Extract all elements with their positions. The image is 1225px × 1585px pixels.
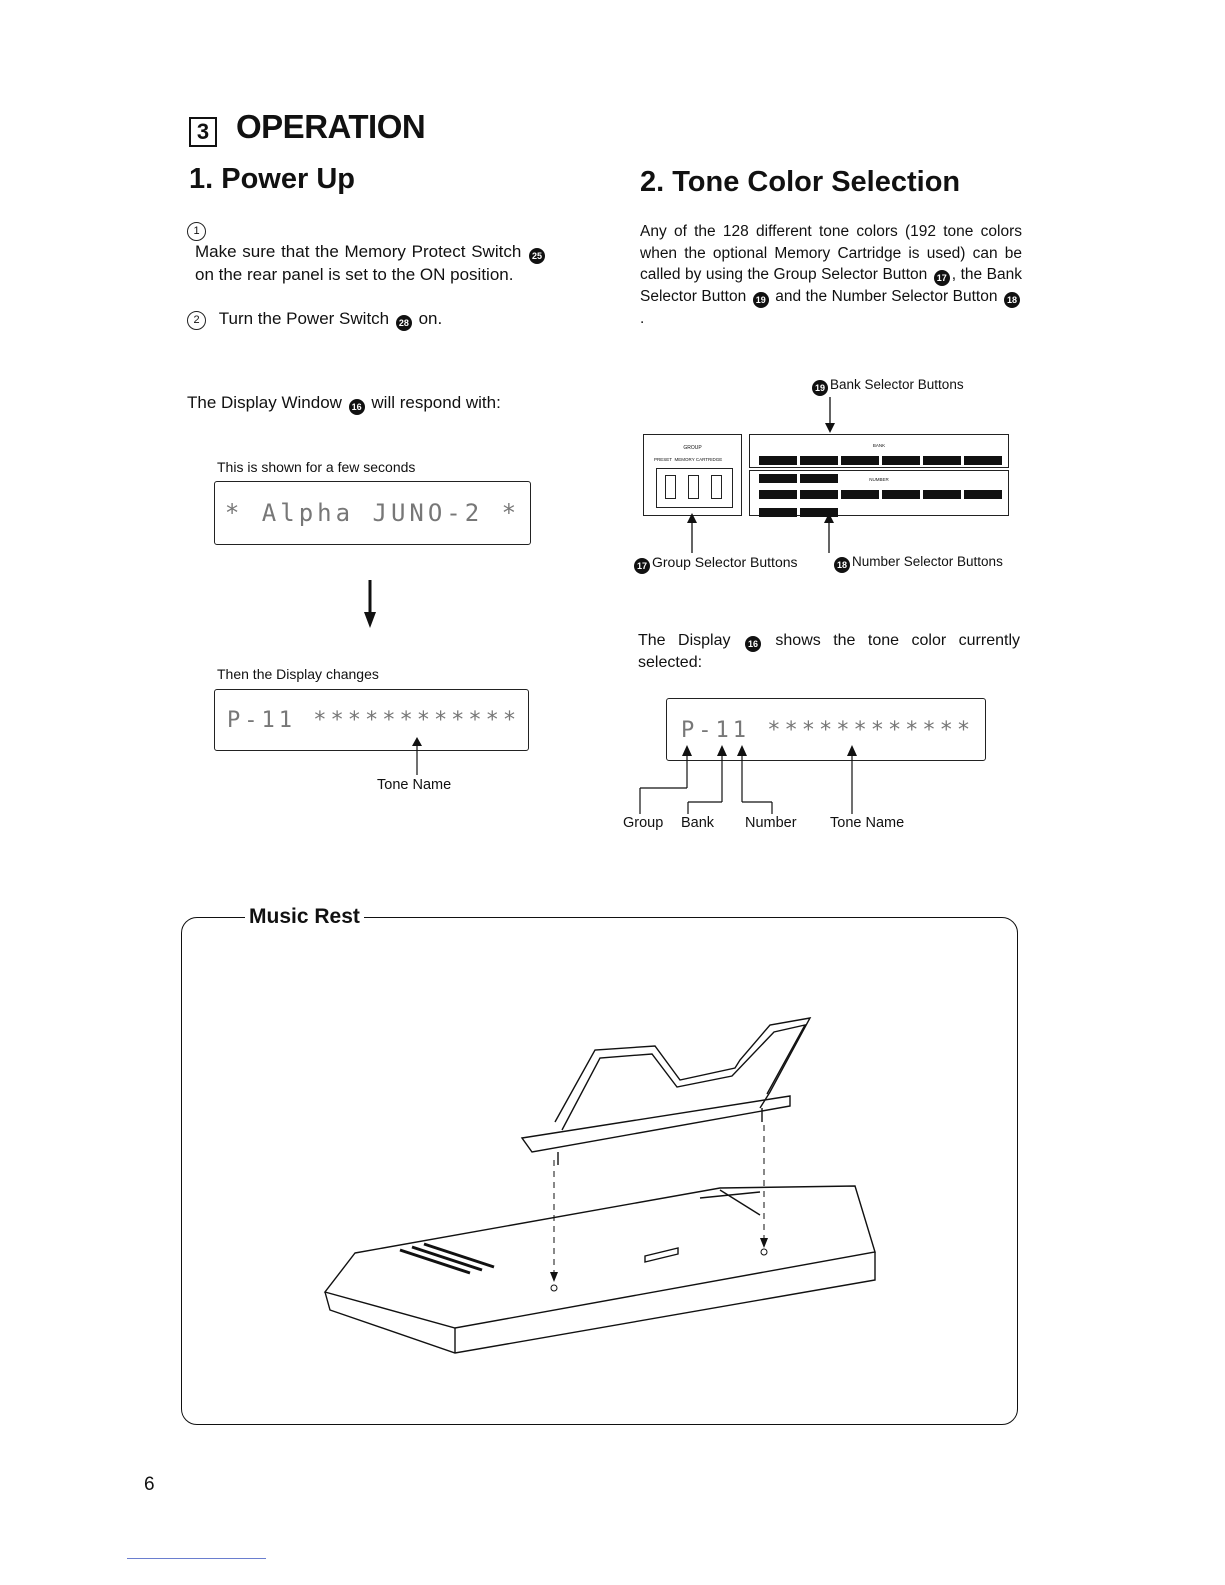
group-header: GROUP (683, 445, 702, 451)
group-button-cartridge[interactable] (711, 475, 722, 499)
power-up-heading: 1. Power Up (189, 163, 355, 195)
number-selector-text: Number Selector Buttons (852, 554, 1003, 569)
para-text-a: Any of the 128 different tone colors (192 tone colors when the optional Memory Cartridge is used) can be called by using the Group Selector Button (640, 223, 1022, 283)
label-group: Group (623, 815, 664, 831)
bank-ref-badge: 19 (812, 380, 828, 396)
tone-name-label: Tone Name (377, 777, 452, 793)
respond-text-a: The Display Window (187, 393, 347, 412)
page-number: 6 (144, 1474, 155, 1495)
para-text-b: , the Bank Selector Button (640, 266, 1022, 305)
shows-ref-badge: 16 (745, 636, 761, 652)
ref-18-badge: 18 (1004, 292, 1020, 308)
ref-16-badge: 16 (349, 399, 365, 415)
display-shows-text (638, 630, 1020, 674)
number-selector-label (832, 554, 1003, 573)
tone-color-paragraph (640, 221, 1022, 330)
lcd1-caption: This is shown for a few seconds (217, 459, 416, 475)
group-selector-panel (643, 434, 742, 516)
group-button-memory[interactable] (688, 475, 699, 499)
number-buttons[interactable] (759, 486, 1008, 522)
step-2-text-b: on. (413, 309, 443, 328)
label-bank: Bank (681, 815, 715, 831)
lcd2-caption: Then the Display changes (217, 666, 379, 682)
lcd-startup-display: * Alpha JUNO-2 * (214, 481, 531, 545)
step-2-marker: 2 (187, 311, 206, 330)
group-selector-label (632, 554, 798, 574)
bank-selector-label (810, 377, 964, 396)
group-arrow-icon (685, 513, 699, 555)
para-text-c: and the Number Selector Button (770, 288, 1002, 305)
step-1-text-a: Make sure that the Memory Protect Switch (195, 242, 527, 261)
group-button-preset[interactable] (665, 475, 676, 499)
preset-label: PRESET (654, 457, 673, 462)
section-title: OPERATION (236, 108, 426, 145)
shows-text-b: shows the tone color currently selected: (638, 632, 1021, 671)
ref-25-badge: 25 (529, 248, 545, 264)
cartridge-label: MEMORY CARTRIDGE (674, 457, 723, 462)
number-ref-badge: 18 (834, 557, 850, 573)
lcd-tone-display: P-11 ************ (214, 689, 529, 751)
bank-button-panel (749, 434, 1009, 468)
display-leader-lines (620, 742, 920, 822)
number-button-panel (749, 470, 1009, 516)
group-selector-text: Group Selector Buttons (652, 554, 798, 570)
power-up-step-1 (187, 219, 567, 286)
number-header: NUMBER (869, 477, 889, 482)
bank-selector-text: Bank Selector Buttons (830, 377, 964, 392)
step-1-text-b: on the rear panel is set to the ON position. (195, 265, 514, 284)
ref-28-badge: 28 (396, 315, 412, 331)
lcd-selected-display: P-11 ************ (666, 698, 986, 761)
section-number: 3 (189, 117, 217, 147)
shows-text-a: The Display (638, 632, 743, 649)
group-ref-badge: 17 (634, 558, 650, 574)
ref-17-badge: 17 (934, 270, 950, 286)
step-1-marker: 1 (187, 222, 206, 241)
label-number: Number (745, 815, 797, 831)
respond-text-b: will respond with: (366, 393, 501, 412)
tone-color-heading: 2. Tone Color Selection (640, 166, 961, 198)
ref-19-badge: 19 (753, 292, 769, 308)
music-rest-illustration (300, 1010, 900, 1370)
bank-arrow-icon (823, 397, 837, 435)
footer-rule (127, 1558, 266, 1559)
step-2-text-a: Turn the Power Switch (218, 309, 394, 328)
display-respond-text (187, 392, 501, 415)
number-arrow-icon (822, 513, 836, 555)
bank-header: BANK (872, 443, 886, 448)
down-arrow-icon (360, 578, 380, 630)
para-text-d: . (640, 310, 645, 327)
power-up-step-2 (187, 308, 567, 331)
music-rest-title: Music Rest (245, 905, 364, 929)
label-tone-name: Tone Name (830, 815, 905, 831)
tone-name-pointer-icon (410, 737, 424, 777)
